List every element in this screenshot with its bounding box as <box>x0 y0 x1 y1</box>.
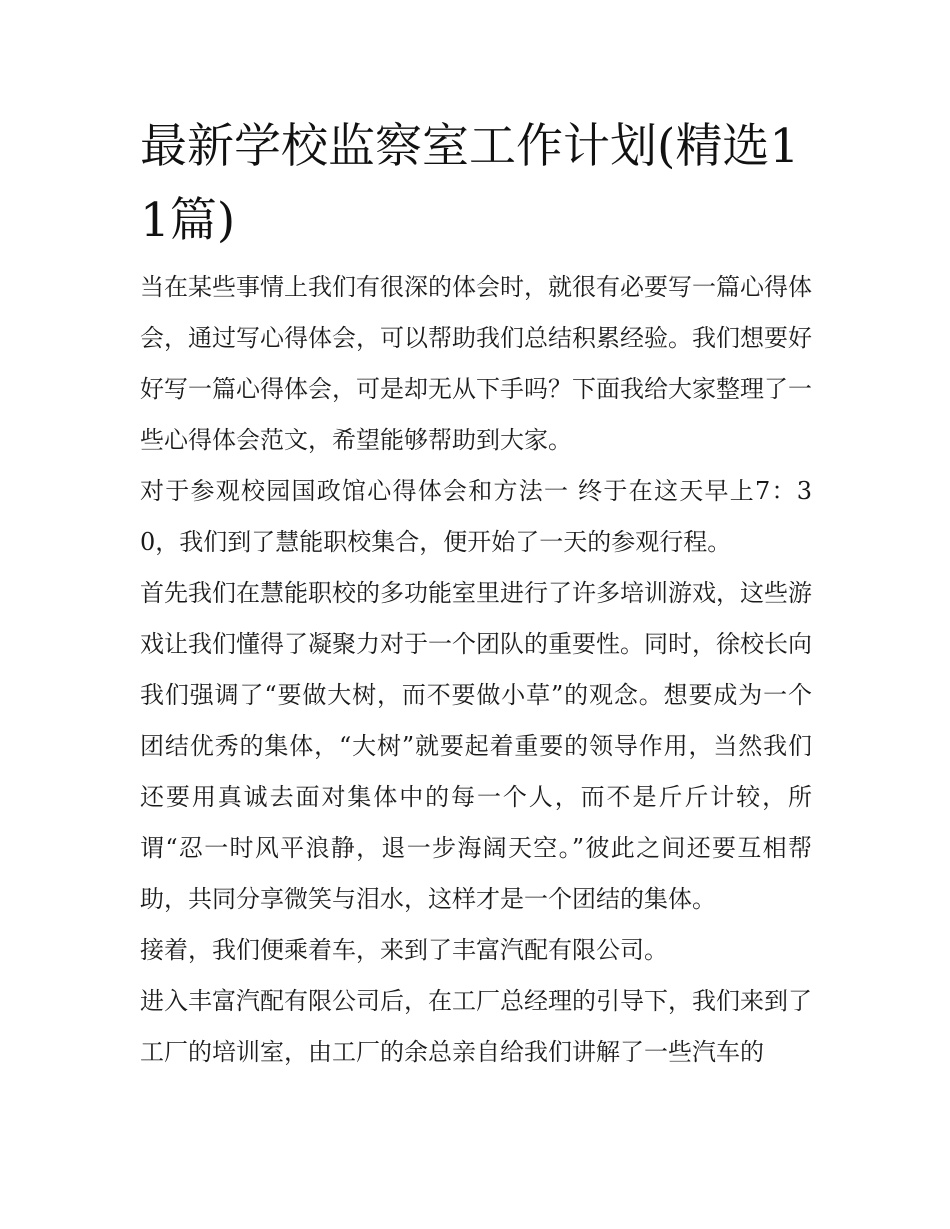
paragraph-factory-visit: 进入丰富汽配有限公司后，在工厂总经理的引导下，我们来到了工厂的培训室，由工厂的余总亲自给我们讲解了一些汽车的 <box>140 987 812 1066</box>
document-title: 最新学校监察室工作计划(精选11篇) <box>140 119 800 248</box>
paragraph-bus-ride: 接着，我们便乘着车，来到了丰富汽配有限公司。 <box>140 936 668 964</box>
paragraph-visit-start: 对于参观校园国政馆心得体会和方法一 终于在这天早上7：30，我们到了慧能职校集合，便开始了一天的参观行程。 <box>140 477 812 556</box>
document-body <box>140 110 812 1078</box>
paragraph-training-games: 首先我们在慧能职校的多功能室里进行了许多培训游戏，这些游戏让我们懂得了凝聚力对于一个团队的重要性。同时，徐校长向我们强调了“要做大树，而不要做小草”的观念。想要成为一个团结优秀的集体，“大树”就要起着重要的领导作用，当然我们还要用真诚去面对集体中的每一个人，而不是斤斤计较，所谓“忍一时风平浪静，退一步海阔天空。”彼此之间还要互相帮助，共同分享微笑与泪水，这样才是一个团结的集体。 <box>140 579 812 913</box>
paragraph-intro: 当在某些事情上我们有很深的体会时，就很有必要写一篇心得体会，通过写心得体会，可以帮助我们总结积累经验。我们想要好好写一篇心得体会，可是却无从下手吗？下面我给大家整理了一些心得体会范文，希望能够帮助到大家。 <box>140 273 812 454</box>
